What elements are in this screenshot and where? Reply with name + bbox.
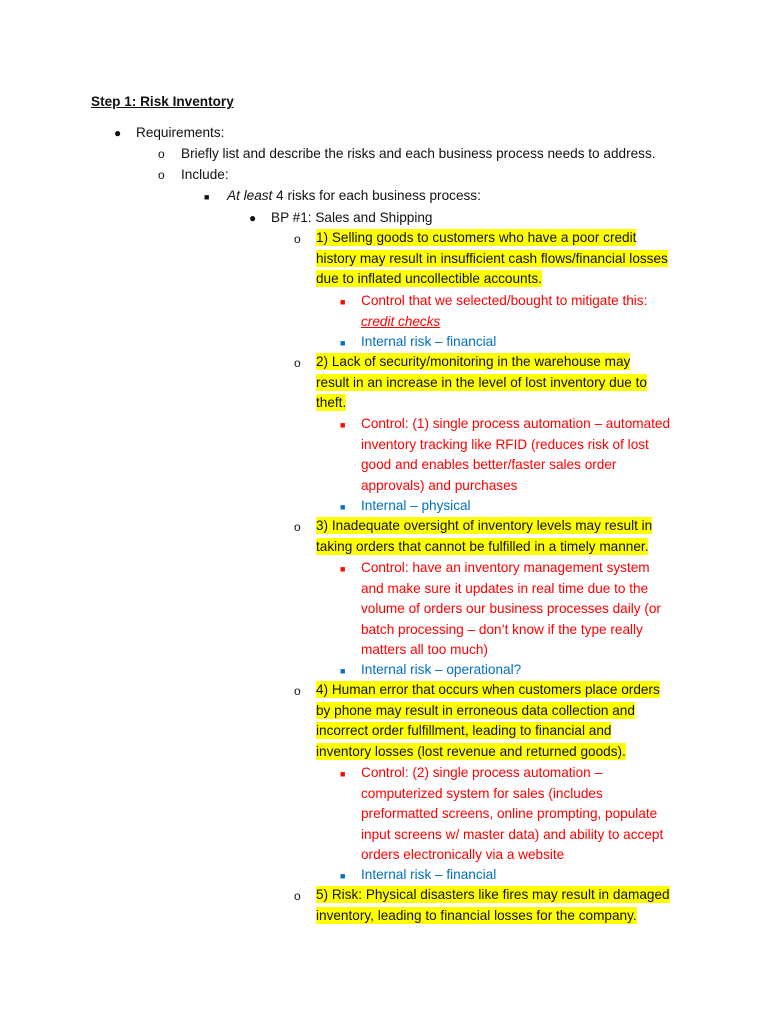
risk-4-control-line-3: preformatted screens, online prompting, populate <box>361 806 658 821</box>
risk-1-type: Internal risk – financial <box>361 334 497 349</box>
bullet-icon: ● <box>114 126 122 140</box>
risk-4 <box>316 680 660 762</box>
risk-2-line-1: 2) Lack of security/monitoring in the warehouse may <box>316 354 631 369</box>
risk-1-line-1: 1) Selling goods to customers who have a poor credit <box>316 230 637 245</box>
risk-3-control <box>361 558 661 661</box>
risk-1-control <box>361 291 647 332</box>
square-bullet-icon: ■ <box>340 666 346 676</box>
risk-2-line-2: result in an increase in the level of lost inventory due to <box>316 374 647 390</box>
risk-3-type: Internal risk – operational? <box>361 662 522 677</box>
risk-4-type: Internal risk – financial <box>361 867 497 882</box>
risk-4-line-4: inventory losses (lost revenue and returned goods). <box>316 743 626 759</box>
risk-3 <box>316 516 652 557</box>
square-bullet-icon: ■ <box>340 769 346 779</box>
square-bullet-icon: ■ <box>340 871 346 881</box>
at-least-text <box>227 186 481 207</box>
risk-3-control-line-5: matters all too much) <box>361 642 488 657</box>
square-bullet-icon: ■ <box>340 338 346 348</box>
risk-2-control-line-4: approvals) and purchases <box>361 477 518 493</box>
risk-2-control-line-3: good and enables better/faster sales order <box>361 457 617 472</box>
risk-1 <box>316 228 668 290</box>
risk-2-line-3: theft. <box>316 395 347 410</box>
risk-4-control-line-1: Control: (2) single process automation – <box>361 765 603 780</box>
circle-bullet-icon: o <box>294 889 301 903</box>
square-bullet-icon: ■ <box>340 564 346 574</box>
at-least-emphasis: At least <box>227 188 273 203</box>
circle-bullet-icon: o <box>294 232 301 246</box>
requirements-label: Requirements: <box>136 125 225 140</box>
risk-2-control-line-2: inventory tracking like RFID (reduces risk of lost <box>361 436 649 452</box>
circle-bullet-icon: o <box>158 168 165 182</box>
square-bullet-icon: ■ <box>340 502 346 512</box>
risk-4-line-1: 4) Human error that occurs when customers place orders <box>316 682 660 697</box>
circle-bullet-icon: o <box>294 684 301 698</box>
risk-5-line-1: 5) Risk: Physical disasters like fires may result in damaged <box>316 887 670 902</box>
risk-4-line-3: incorrect order fulfillment, leading to financial and <box>316 723 612 738</box>
bullet-icon: ● <box>249 211 257 225</box>
risk-2-type: Internal – physical <box>361 498 471 513</box>
risk-4-control <box>361 763 663 866</box>
risk-3-control-line-1: Control: have an inventory management system <box>361 560 650 575</box>
risk-2-control-line-1: Control: (1) single process automation – automated <box>361 416 671 431</box>
circle-bullet-icon: o <box>294 356 301 370</box>
bp1-title: BP #1: Sales and Shipping <box>271 210 433 225</box>
circle-bullet-icon: o <box>294 520 301 534</box>
square-bullet-icon: ■ <box>340 297 346 307</box>
risk-1-line-2: history may result in insufficient cash flows/financial losses <box>316 250 668 266</box>
risk-1-line-3: due to inflated uncollectible accounts. <box>316 271 542 286</box>
credit-checks-link[interactable]: credit checks <box>361 313 441 329</box>
risk-4-control-line-5: orders electronically via a website <box>361 847 565 862</box>
page-title: Step 1: Risk Inventory <box>91 94 234 109</box>
risk-2-control <box>361 414 670 496</box>
risk-3-control-line-4: batch processing – don’t know if the type really <box>361 621 643 637</box>
briefly-text: Briefly list and describe the risks and each business process needs to address. <box>181 146 656 161</box>
include-text: Include: <box>181 167 229 182</box>
risk-5-line-2: inventory, leading to financial losses for the company. <box>316 907 637 923</box>
risk-3-control-line-2: and make sure it updates in real time due to the <box>361 580 649 596</box>
at-least-rest: 4 risks for each business process: <box>272 188 481 203</box>
square-bullet-icon: ■ <box>340 420 346 430</box>
risk-3-control-line-3: volume of orders our business processes daily (or <box>361 601 661 616</box>
risk-1-control-line-1: Control that we selected/bought to mitigate this: <box>361 293 648 308</box>
risk-4-control-line-4: input screens w/ master data) and ability to accept <box>361 826 664 842</box>
risk-2 <box>316 352 647 414</box>
circle-bullet-icon: o <box>158 147 165 161</box>
square-bullet-icon: ■ <box>204 192 210 202</box>
risk-3-line-2: taking orders that cannot be fulfilled in a timely manner. <box>316 538 649 554</box>
risk-3-line-1: 3) Inadequate oversight of inventory levels may result in <box>316 518 653 533</box>
risk-4-control-line-2: computerized system for sales (includes <box>361 785 603 801</box>
risk-4-line-2: by phone may result in erroneous data collection and <box>316 702 635 718</box>
risk-5 <box>316 885 670 926</box>
